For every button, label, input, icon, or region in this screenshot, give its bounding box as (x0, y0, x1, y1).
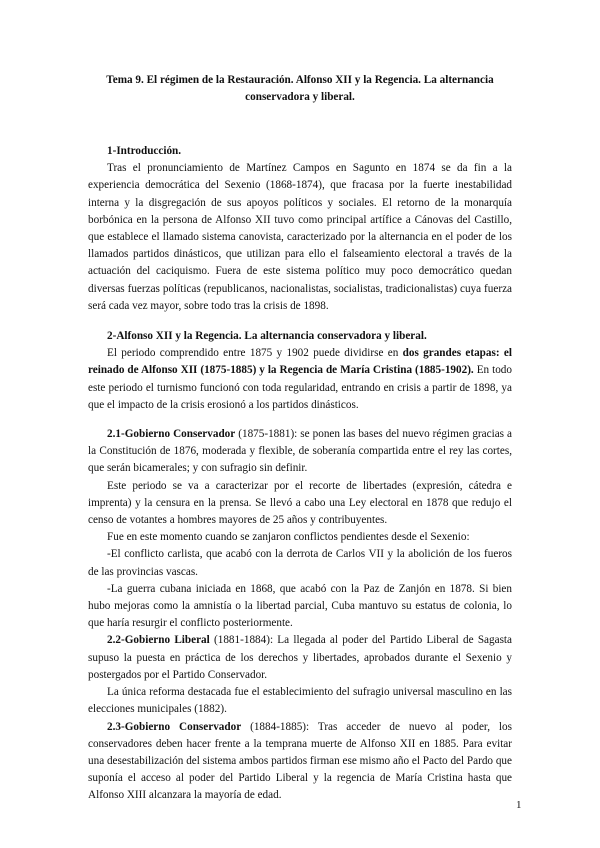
page-number: 1 (516, 799, 522, 811)
sub1-paragraph-3: Fue en este momento cuando se zanjaron conflictos pendientes desde el Sexenio: (107, 531, 470, 544)
sub2-paragraph-2: La única reforma destacada fue el establecimiento del sufragio universal masculino en las elecciones municipales (1882). (88, 686, 512, 716)
sub2-heading: 2.2-Gobierno Liberal (107, 634, 210, 647)
document-title: Tema 9. El régimen de la Restauración. Alfonso XII y la Regencia. La alternancia conservadora y liberal. (106, 74, 494, 103)
intro-heading: 1-Introducción. (107, 145, 182, 157)
document-body (88, 72, 512, 805)
sub2-text: (1881-1884): La llegada al poder del Partido Liberal de Sagasta supuso la puesta en práctica de los derechos y libertades, aprobados durante el Sexenio y postergados por el Partido Conservador. (88, 634, 512, 681)
sub3-paragraph (88, 719, 512, 805)
sub1-paragraph-5: -La guerra cubana iniciada en 1868, que acabó con la Paz de Zanjón en 1878. Si bien hubo mejoras como la amnistía o la libertad parcial, Cuba mantuvo su estatus de colonia, lo que haría resurgir el conflicto posteriormente. (88, 582, 512, 630)
sub1-paragraph-4: -El conflicto carlista, que acabó con la derrota de Carlos VII y la abolición de los fueros de las provincias vascas. (88, 548, 512, 578)
section2-text-after: En todo este periodo el turnismo funcionó con toda regularidad, entrando en crisis a partir de 1898, ya que el impacto de la crisis erosionó a los partidos dinásticos. (88, 364, 512, 411)
section2-paragraph (88, 345, 512, 414)
sub1-heading: 2.1-Gobierno Conservador (107, 428, 236, 441)
sub1-text: (1875-1881): se ponen las bases del nuevo régimen gracias a la Constitución de 1876, moderada y flexible, de soberanía compartida entre el rey las cortes, que serán bicamerales; y con sufragio sin definir. (88, 428, 512, 475)
sub3-text: (1884-1885): Tras acceder de nuevo al poder, los conservadores deben hacer frente a la temprana muerte de Alfonso XII en 1885. Para evitar una desestabilización del sistema ambos partidos firman ese mismo año el Pacto del Pardo que suponía el acceso al poder del Partido Liberal y la regencia de María Cristina hasta que Alfonso XIII alcanzara la mayoría de edad. (88, 720, 512, 802)
sub2-paragraph (88, 632, 512, 684)
section2-text-before: El periodo comprendido entre 1875 y 1902 puede dividirse en (107, 347, 403, 360)
intro-paragraph: Tras el pronunciamiento de Martínez Campos en Sagunto en 1874 se da fin a la experiencia democrática del Sexenio (1868-1874), que fracasa por la fuerte inestabilidad interna y la disgregación de sus apoyos políticos y sociales. El retorno de la monarquía borbónica en la persona de Alfonso XII tuvo como principal artífice a Cánovas del Castillo, que establece el llamado sistema canovista, caracterizado por la alternancia en el poder de los llamados partidos dinásticos, que utilizan para ello el falseamiento electoral a través de la actuación del caciquismo. Fuera de este sistema político muy poco democrático quedan diversas fuerzas políticas (republicanos, nacionalistas, socialistas, tradicionalistas) cuya fuerza será cada vez mayor, sobre todo tras la crisis de 1898. (88, 162, 512, 312)
section2-heading: 2-Alfonso XII y la Regencia. La alternancia conservadora y liberal. (107, 330, 427, 343)
sub1-paragraph (88, 426, 512, 478)
sub1-paragraph-2: Este periodo se va a caracterizar por el recorte de libertades (expresión, cátedra e imprenta) y la censura en la prensa. Se llevó a cabo una Ley electoral en 1878 que redujo el censo de votantes a hombres mayores de 25 años y contribuyentes. (88, 479, 512, 527)
sub3-heading: 2.3-Gobierno Conservador (107, 720, 242, 733)
section2-text-bold: dos grandes etapas: el reinado de Alfonso XII (1875-1885) y la Regencia de María Cristina (1885-1902). (88, 347, 512, 377)
